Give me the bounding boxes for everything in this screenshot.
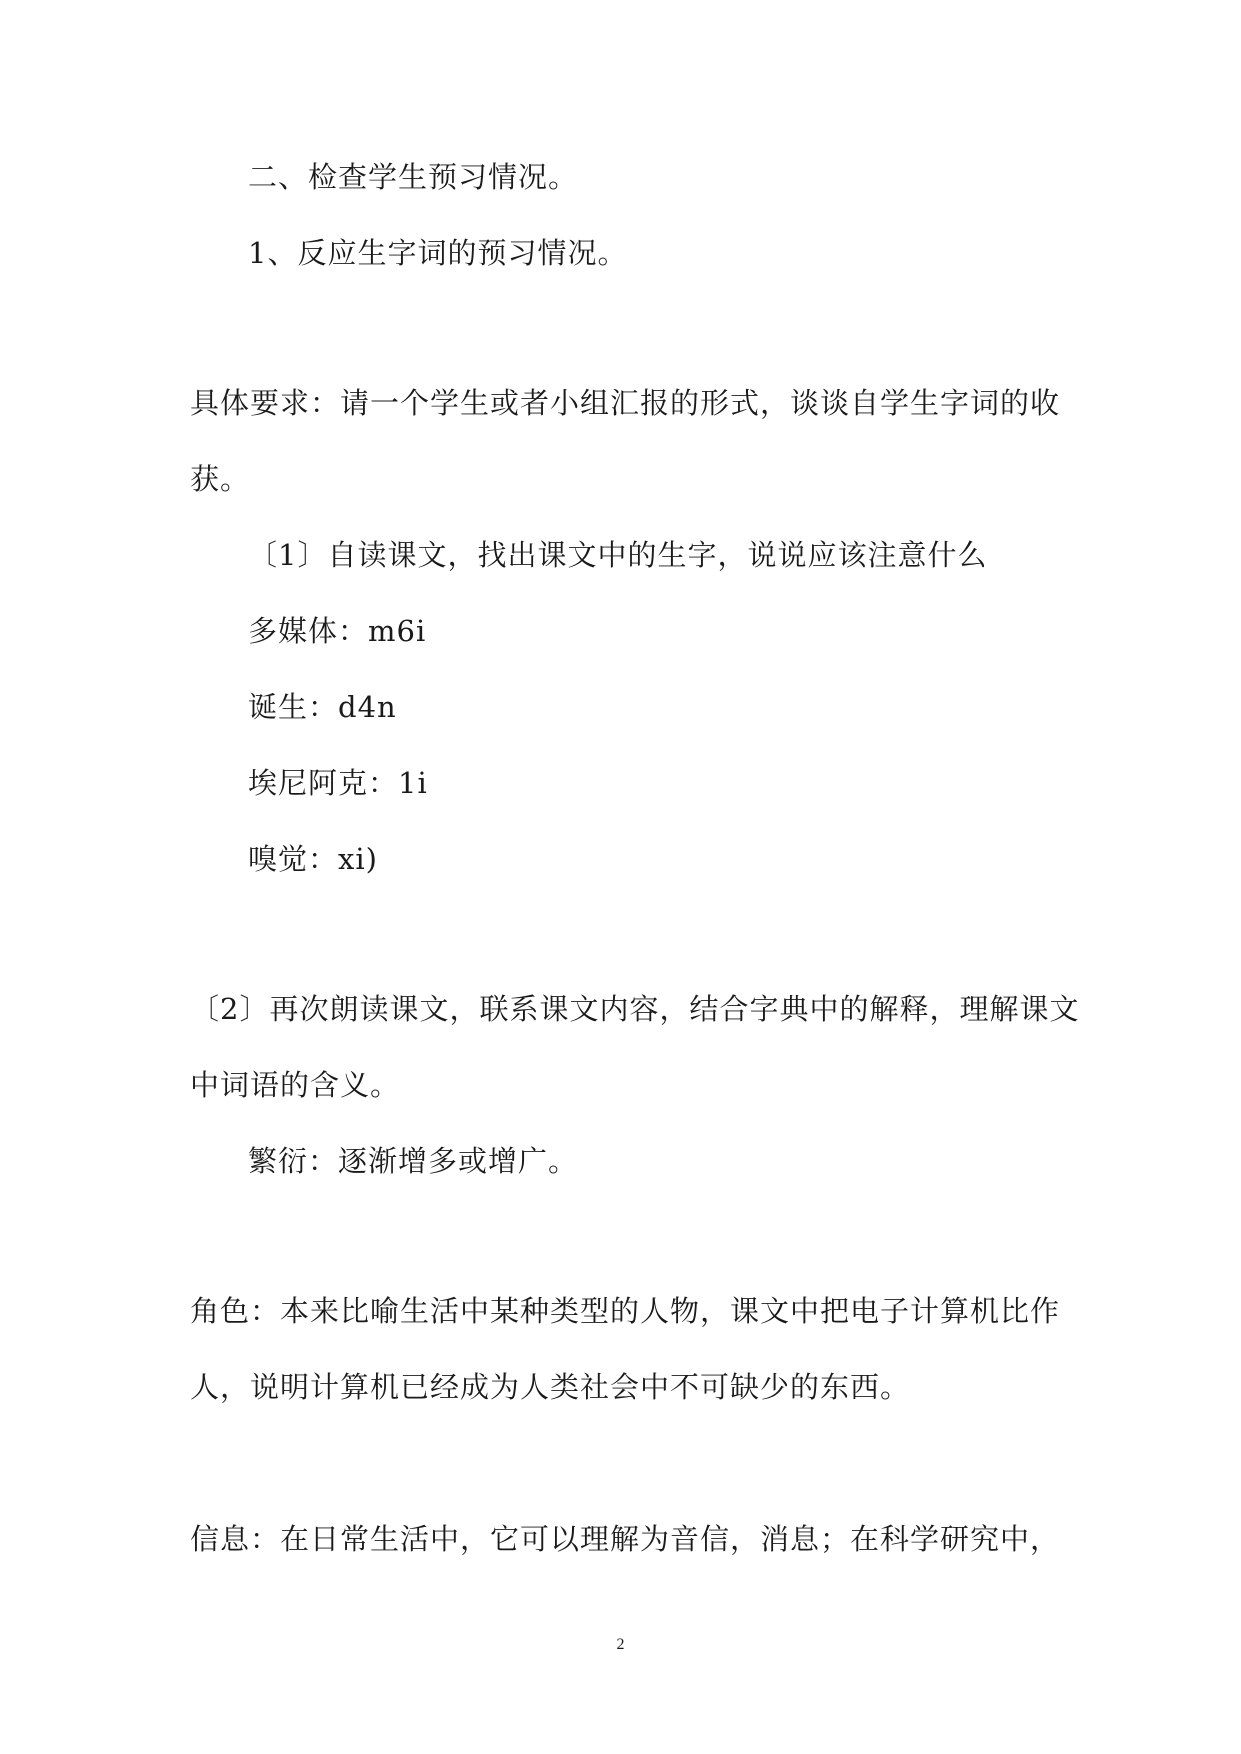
vocab-item: 埃尼阿克：1i <box>248 766 428 800</box>
paragraph-line: 中词语的含义。 <box>190 1068 401 1102</box>
definition-item: 信息：在日常生活中，它可以理解为音信，消息；在科学研究中， <box>190 1522 1061 1556</box>
paragraph-line: 具体要求：请一个学生或者小组汇报的形式，谈谈自学生字词的收 <box>190 386 1061 420</box>
definition-item: 繁衍：逐渐增多或增广。 <box>248 1144 579 1178</box>
vocab-item: 多媒体：m6i <box>248 614 427 648</box>
page-number: 2 <box>616 1636 625 1653</box>
paragraph-line: 人，说明计算机已经成为人类社会中不可缺少的东西。 <box>190 1370 911 1404</box>
vocab-item: 诞生：d4n <box>248 690 397 724</box>
paragraph-line: 获。 <box>190 462 251 496</box>
paragraph-line: 〔2〕再次朗读课文，联系课文内容，结合字典中的解释，理解课文 <box>190 992 1080 1026</box>
vocab-item: 嗅觉：xi) <box>248 842 378 876</box>
subsection-heading: 1、反应生字词的预习情况。 <box>248 236 628 270</box>
paragraph-line: 〔1〕自读课文，找出课文中的生字，说说应该注意什么 <box>248 538 988 572</box>
definition-item: 角色：本来比喻生活中某种类型的人物，课文中把电子计算机比作 <box>190 1294 1061 1328</box>
section-heading: 二、检查学生预习情况。 <box>248 160 579 194</box>
